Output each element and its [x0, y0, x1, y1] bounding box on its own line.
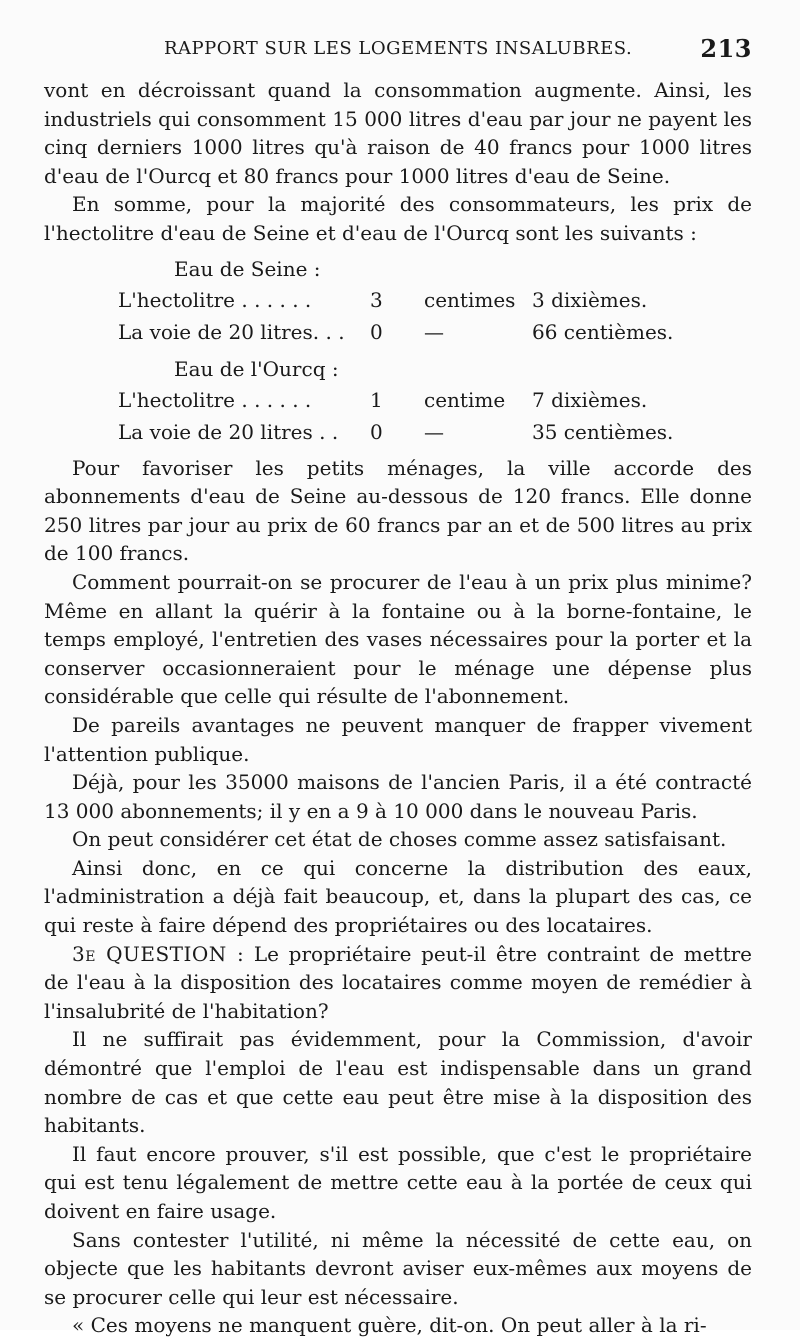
paragraph: vont en décroissant quand la consommation augmente. Ainsi, les industriels qui consomment 15 000 litres d'eau par jour ne payent les cinq derniers 1000 litres qu'à raison de 40 francs pour 1000 litres d'eau de l'Ourcq et 80 francs pour 1000 litres d'eau de Seine. [44, 78, 752, 188]
row-unit: — [424, 419, 444, 444]
table-row [44, 316, 752, 348]
table-row [44, 284, 752, 316]
row-unit: — [424, 319, 444, 344]
paragraph: Pour favoriser les petits ménages, la ville accorde des abonnements d'eau de Seine au-dessous de 120 francs. Elle donne 250 litres par jour au prix de 60 francs par an et de 500 litres au prix de 100 francs. [44, 455, 752, 566]
page-header [44, 36, 752, 76]
row-value: 35 centièmes. [532, 419, 674, 444]
price-table-ourcq [44, 354, 752, 448]
question-label: 3e QUESTION : [72, 941, 245, 966]
question-text: Le propriétaire peut-il être contraint de mettre de l'eau à la disposition des locataires comme moyen de remédier à l'insalubrité de l'habitation? [44, 941, 753, 1023]
table-row [44, 416, 752, 448]
paragraph: Il faut encore prouver, s'il est possible, que c'est le propriétaire qui est tenu légalement de mettre cette eau à la portée de ceux qui doivent en faire usage. [44, 1141, 752, 1223]
paragraph: Ainsi donc, en ce qui concerne la distribution des eaux, l'administration a déjà fait beaucoup, et, dans la plupart des cas, ce qui reste à faire dépend des propriétaires ou des locataires. [44, 855, 752, 938]
paragraph: « Ces moyens ne manquent guère, dit-on. On peut aller à la ri- [72, 1313, 707, 1338]
row-value: 3 dixièmes. [532, 287, 648, 312]
running-title: RAPPORT SUR LES LOGEMENTS INSALUBRES. [164, 38, 633, 59]
row-label: La voie de 20 litres. . . [118, 319, 345, 344]
table-title: Eau de l'Ourcq : [174, 356, 339, 381]
row-number: 3 [370, 287, 383, 312]
row-label: L'hectolitre . . . . . . [118, 287, 312, 312]
table-row [44, 384, 752, 416]
row-value: 66 centièmes. [532, 319, 674, 344]
body-text [44, 76, 752, 1340]
table-title: Eau de Seine : [174, 256, 321, 281]
paragraph: Comment pourrait-on se procurer de l'eau à un prix plus minime? Même en allant la quérir à la fontaine ou à la borne-fontaine, le temps employé, l'entretien des vases nécessaires pour la porter et la conserver occasionneraient pour le ménage une dépense plus considérable que celle qui résulte de l'abonnement. [44, 569, 752, 709]
paragraph: De pareils avantages ne peuvent manquer de frapper vivement l'attention publique. [44, 712, 752, 766]
row-unit: centime [424, 387, 506, 412]
paragraph: Déjà, pour les 35000 maisons de l'ancien Paris, il a été contracté 13 000 abonnements; il y en a 9 à 10 000 dans le nouveau Paris. [44, 770, 752, 823]
row-unit: centimes [424, 287, 516, 312]
paragraph: Sans contester l'utilité, ni même la nécessité de cette eau, on objecte que les habitants devront aviser eux-mêmes aux moyens de se procurer celle qui leur est nécessaire. [44, 1227, 752, 1309]
page-number: 213 [700, 34, 752, 63]
paragraph: En somme, pour la majorité des consommateurs, les prix de l'hectolitre d'eau de Seine et d'eau de l'Ourcq sont les suivants : [44, 192, 752, 245]
paragraph: On peut considérer cet état de choses comme assez satisfaisant. [72, 827, 727, 852]
question-paragraph [44, 940, 752, 1026]
row-number: 1 [370, 387, 383, 412]
price-table-seine [44, 254, 752, 348]
row-number: 0 [370, 419, 383, 444]
row-value: 7 dixièmes. [532, 387, 648, 412]
row-label: La voie de 20 litres . . [118, 419, 339, 444]
paragraph: Il ne suffirait pas évidemment, pour la Commission, d'avoir démontré que l'emploi de l'eau est indispensable dans un grand nombre de cas et que cette eau peut être mise à la disposition des habitants. [44, 1027, 752, 1138]
row-label: L'hectolitre . . . . . . [118, 387, 312, 412]
row-number: 0 [370, 319, 383, 344]
